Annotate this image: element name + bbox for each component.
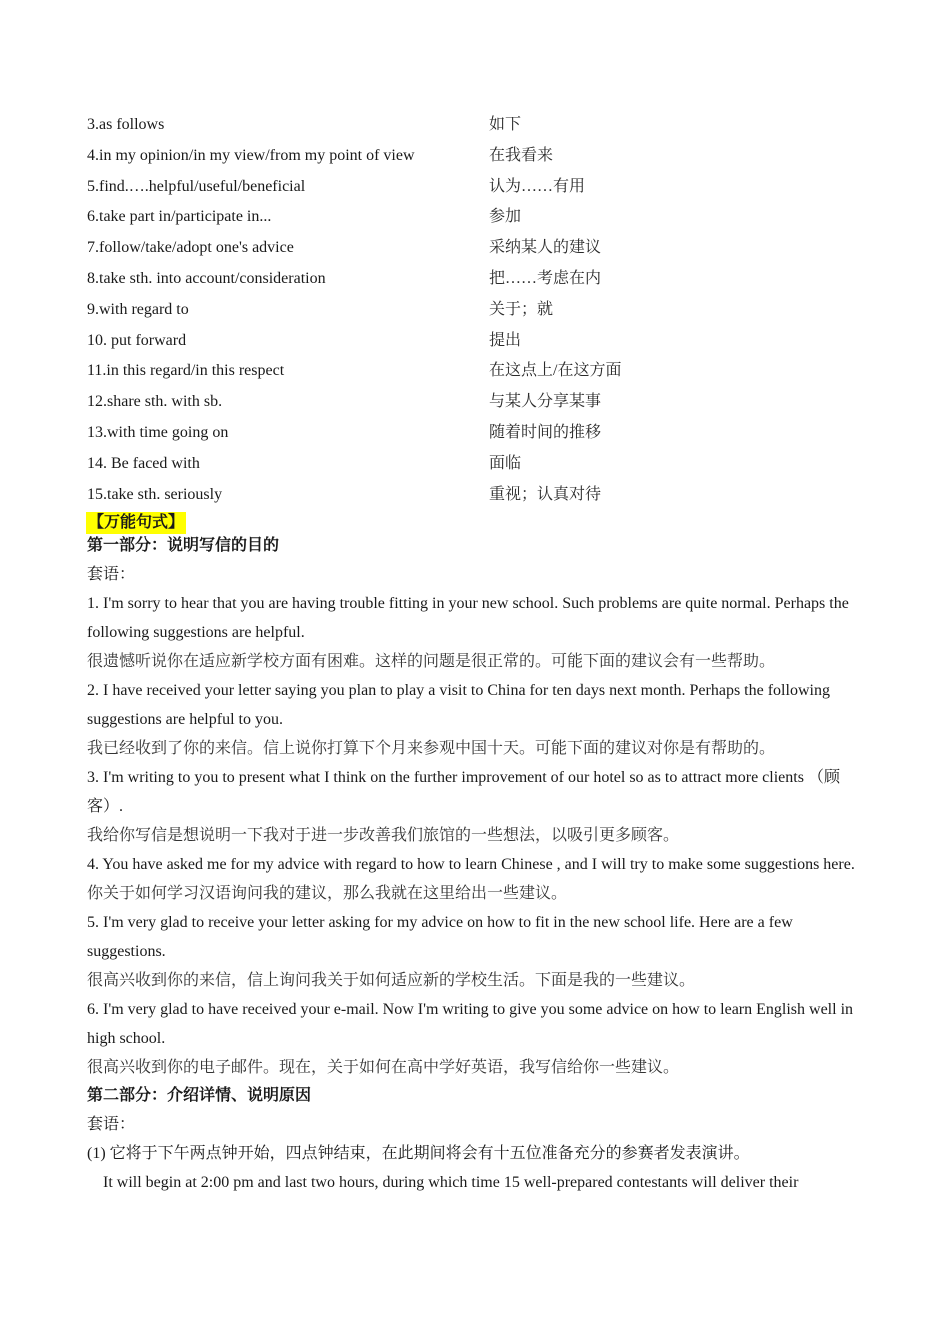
phrase-english: 12.share sth. with sb. (87, 393, 223, 411)
phrase-row (87, 202, 867, 233)
phrase-english: 14. Be faced with (87, 454, 200, 472)
part1-item-chinese: 我已经收到了你的来信。信上说你打算下个月来参观中国十天。可能下面的建议对你是有帮助的。 (87, 740, 776, 757)
part2-item-english: It will begin at 2:00 pm and last two hours, during which time 15 well-prepared contestants will deliver their (103, 1174, 799, 1191)
part1-item-english: 5. I'm very glad to receive your letter asking for my advice on how to fit in the new school life. Here are a few suggestions. (87, 914, 793, 960)
phrase-chinese: 在这点上/在这方面 (489, 362, 622, 380)
phrase-chinese: 提出 (489, 331, 522, 349)
phrase-chinese: 认为……有用 (489, 177, 586, 195)
document-body (87, 532, 867, 1197)
phrase-chinese: 把……考虑在内 (489, 269, 602, 287)
part1-label: 套语： (87, 566, 136, 583)
part1-item-english: 2. I have received your letter saying you plan to play a visit to China for ten days next month. Perhaps the following suggestions are helpful to you. (87, 682, 830, 728)
phrase-chinese: 重视；认真对待 (489, 485, 602, 503)
phrase-chinese: 参加 (489, 208, 522, 226)
part1-item-english: 1. I'm sorry to hear that you are having trouble fitting in your new school. Such problems are quite normal. Perhaps the following suggestions are helpful. (87, 595, 849, 641)
phrase-row (87, 172, 867, 203)
part2-item-chinese: (1) 它将于下午两点钟开始，四点钟结束，在此期间将会有十五位准备充分的参赛者发表演讲。 (87, 1145, 750, 1162)
phrase-row (87, 326, 867, 357)
part1-item-chinese: 我给你写信是想说明一下我对于进一步改善我们旅馆的一些想法，以吸引更多顾客。 (87, 827, 680, 844)
phrase-row (87, 449, 867, 480)
phrase-english: 10. put forward (87, 331, 187, 349)
phrase-row (87, 110, 867, 141)
phrase-chinese: 与某人分享某事 (489, 393, 602, 411)
phrase-english: 13.with time going on (87, 423, 229, 441)
part1-item-chinese: 很高兴收到你的电子邮件。现在，关于如何在高中学好英语，我写信给你一些建议。 (87, 1059, 680, 1076)
phrase-chinese: 随着时间的推移 (489, 423, 602, 441)
part2-heading: 第二部分：介绍详情、说明原因 (87, 1087, 312, 1104)
phrase-english: 9.with regard to (87, 300, 189, 318)
phrase-english: 15.take sth. seriously (87, 485, 223, 503)
phrase-english: 4.in my opinion/in my view/from my point of view (87, 146, 415, 164)
phrase-chinese: 面临 (489, 454, 522, 472)
phrase-chinese: 在我看来 (489, 146, 554, 164)
phrase-chinese: 如下 (489, 116, 522, 133)
part2-label: 套语： (87, 1116, 136, 1133)
phrase-english: 8.take sth. into account/consideration (87, 269, 326, 287)
phrase-english: 5.find.….helpful/useful/beneficial (87, 177, 306, 195)
phrase-chinese: 采纳某人的建议 (489, 239, 602, 257)
phrase-chinese: 关于；就 (489, 300, 554, 318)
phrase-english: 3.as follows (87, 116, 165, 133)
phrase-list (87, 110, 867, 510)
part1-item-chinese: 很高兴收到你的来信，信上询问我关于如何适应新的学校生活。下面是我的一些建议。 (87, 972, 696, 989)
part1-heading: 第一部分：说明写信的目的 (87, 537, 280, 554)
phrase-row (87, 356, 867, 387)
section-tag-highlight: 【万能句式】 (86, 512, 186, 534)
phrase-row (87, 387, 867, 418)
part1-item-english: 4. You have asked me for my advice with regard to how to learn Chinese , and I will try to make some suggestions here. (87, 856, 855, 873)
phrase-english: 6.take part in/participate in... (87, 208, 272, 226)
phrase-english: 7.follow/take/adopt one's advice (87, 239, 294, 257)
phrase-row (87, 295, 867, 326)
part1-item-english: 3. I'm writing to you to present what I think on the further improvement of our hotel so as to attract more clients （顾客）. (87, 769, 840, 815)
phrase-english: 11.in this regard/in this respect (87, 362, 285, 380)
part1-item-chinese: 很遗憾听说你在适应新学校方面有困难。这样的问题是很正常的。可能下面的建议会有一些帮助。 (87, 653, 776, 670)
phrase-row (87, 480, 867, 511)
phrase-row (87, 264, 867, 295)
phrase-row (87, 233, 867, 264)
phrase-row (87, 141, 867, 172)
phrase-row (87, 418, 867, 449)
part1-item-english: 6. I'm very glad to have received your e-mail. Now I'm writing to give you some advice on how to learn English well in high school. (87, 1001, 854, 1047)
part1-item-chinese: 你关于如何学习汉语询问我的建议，那么我就在这里给出一些建议。 (87, 885, 568, 902)
